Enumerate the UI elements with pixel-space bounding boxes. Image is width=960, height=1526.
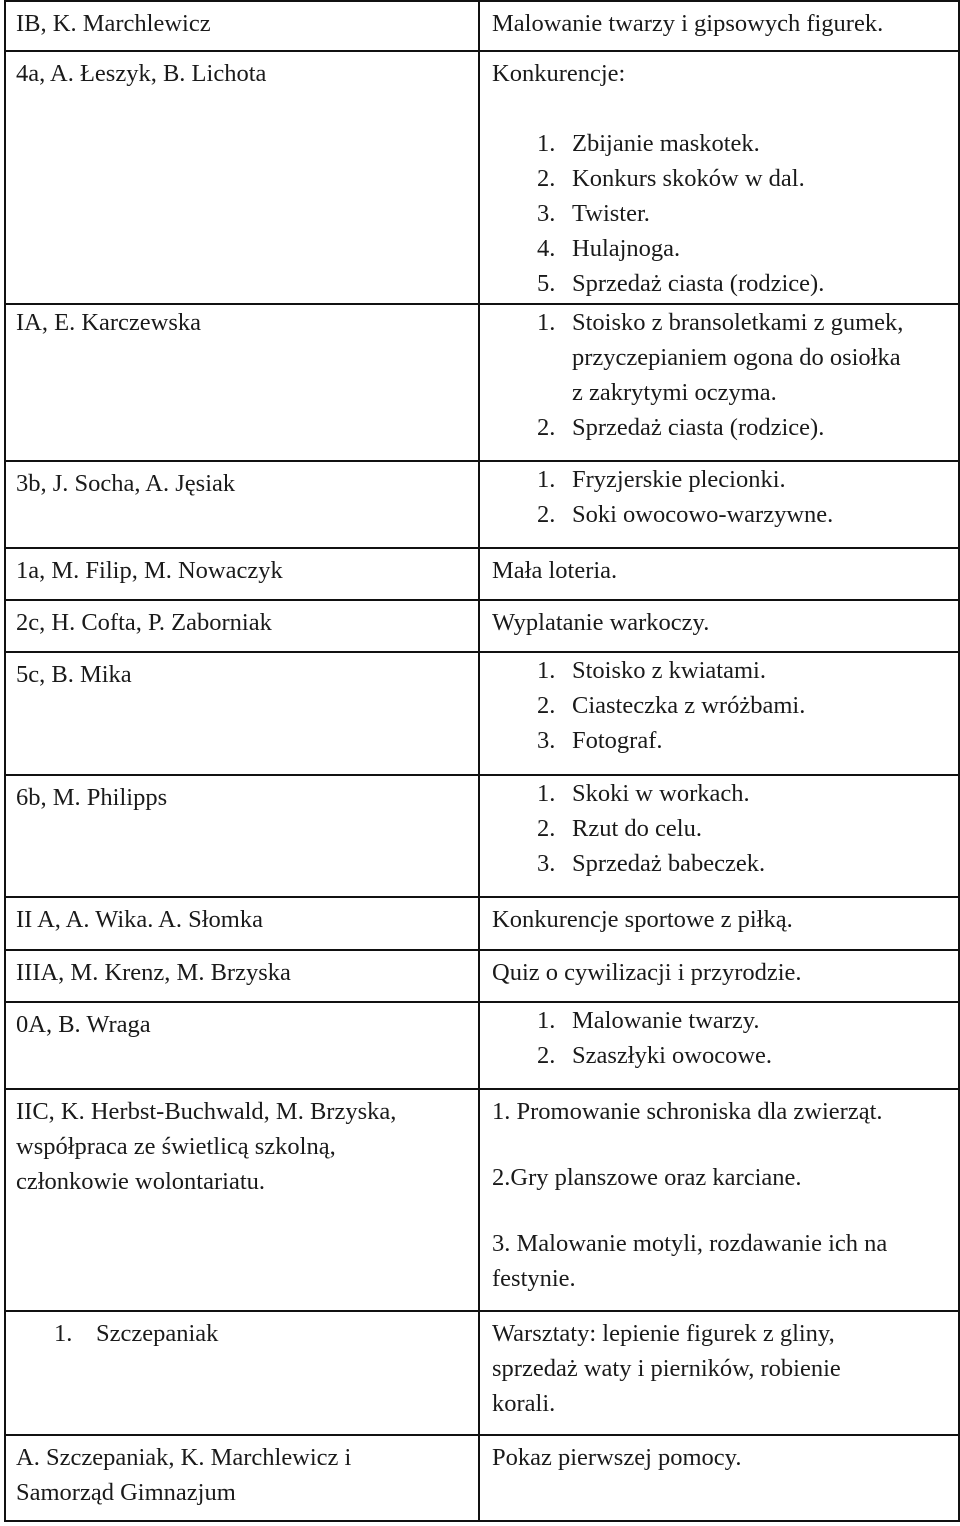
organizer-cell: IIIA, M. Krenz, M. Brzyska	[5, 950, 479, 1002]
list-item: 1. Skoki w workach.	[537, 780, 750, 807]
organizer-cell: A. Szczepaniak, K. Marchlewicz i Samorząd Gimnazjum	[5, 1435, 479, 1521]
activity-cell: Konkurencje: 1. Zbijanie maskotek. 2. Konkurs skoków w dal. 3. Twister. 4. Hulajnoga. 5. Sprzedaż ciasta (rodzice).	[479, 51, 959, 304]
activity-cell: Mała loteria.	[479, 548, 959, 600]
activity-list	[492, 126, 948, 301]
activity-cell: Malowanie twarzy i gipsowych figurek.	[479, 1, 959, 51]
organizer-cell: IA, E. Karczewska	[5, 304, 479, 461]
organizer-cell: 2c, H. Cofta, P. Zaborniak	[5, 600, 479, 652]
activity-list	[492, 653, 948, 758]
activities-table	[4, 0, 960, 1522]
list-item: 2. Szaszłyki owocowe.	[537, 1042, 773, 1069]
table-row	[5, 461, 959, 548]
organizer-cell: 5c, B. Mika	[5, 652, 479, 775]
organizer-cell: IIC, K. Herbst-Buchwald, M. Brzyska, współpraca ze świetlicą szkolną, członkowie wolontariatu.	[5, 1089, 479, 1311]
activity-list	[492, 776, 948, 881]
organizer-cell: IB, K. Marchlewicz	[5, 1, 479, 51]
activity-cell	[479, 775, 959, 897]
table-row	[5, 304, 959, 461]
table-row	[5, 51, 959, 304]
list-item-continuation: przyczepianiem ogona do osiołka	[572, 344, 901, 371]
organizer-cell: 6b, M. Philipps	[5, 775, 479, 897]
organizer-cell: 3b, J. Socha, A. Jęsiak	[5, 461, 479, 548]
list-item: 4. Hulajnoga.	[537, 235, 681, 262]
activity-cell	[479, 461, 959, 548]
list-item: 1. Zbijanie maskotek.	[537, 130, 760, 157]
organizer-cell: 0A, B. Wraga	[5, 1002, 479, 1089]
activity-cell: Konkurencje sportowe z piłką.	[479, 897, 959, 950]
table-row	[5, 1, 959, 51]
table-row	[5, 1311, 959, 1435]
list-item: 5. Sprzedaż ciasta (rodzice).	[537, 270, 825, 297]
list-item: 3. Twister.	[537, 200, 650, 227]
list-item: 3. Fotograf.	[537, 727, 663, 754]
activity-cell	[479, 652, 959, 775]
activity-list	[492, 462, 948, 532]
table-row	[5, 652, 959, 775]
activity-paragraph: 2.Gry planszowe oraz karciane.	[492, 1164, 802, 1191]
table-row	[5, 897, 959, 950]
table-row	[5, 1089, 959, 1311]
activity-cell	[479, 304, 959, 461]
list-item: 1. Stoisko z bransoletkami z gumek,	[537, 309, 904, 336]
list-item: 1. Fryzjerskie plecionki.	[537, 466, 786, 493]
activity-list	[492, 1003, 948, 1073]
table-row	[5, 600, 959, 652]
table-row	[5, 548, 959, 600]
table-row	[5, 1435, 959, 1521]
organizer-cell: 1. Szczepaniak	[5, 1311, 479, 1435]
activity-cell	[479, 1089, 959, 1311]
organizer-cell: II A, A. Wika. A. Słomka	[5, 897, 479, 950]
table-row	[5, 950, 959, 1002]
list-item: 2. Soki owocowo-warzywne.	[537, 501, 834, 528]
list-item: 1. Malowanie twarzy.	[537, 1007, 760, 1034]
activity-cell: Wyplatanie warkoczy.	[479, 600, 959, 652]
table-row	[5, 775, 959, 897]
activity-cell: Quiz o cywilizacji i przyrodzie.	[479, 950, 959, 1002]
activity-cell: Pokaz pierwszej pomocy.	[479, 1435, 959, 1521]
list-item: 1. Stoisko z kwiatami.	[537, 657, 766, 684]
list-item: 2. Konkurs skoków w dal.	[537, 165, 805, 192]
activity-cell: Warsztaty: lepienie figurek z gliny, sprzedaż waty i pierników, robienie korali.	[479, 1311, 959, 1435]
table-row	[5, 1002, 959, 1089]
activity-paragraph: 1. Promowanie schroniska dla zwierząt.	[492, 1098, 883, 1125]
list-item: 3. Sprzedaż babeczek.	[537, 850, 766, 877]
list-item: 2. Rzut do celu.	[537, 815, 702, 842]
list-item: 2. Sprzedaż ciasta (rodzice).	[537, 414, 825, 441]
activity-paragraph: 3. Malowanie motyli, rozdawanie ich na festynie.	[492, 1230, 888, 1292]
organizer-cell: 4a, A. Łeszyk, B. Lichota	[5, 51, 479, 304]
list-item: 2. Ciasteczka z wróżbami.	[537, 692, 806, 719]
organizer-cell: 1a, M. Filip, M. Nowaczyk	[5, 548, 479, 600]
activity-cell	[479, 1002, 959, 1089]
activity-list	[492, 305, 948, 445]
list-item-continuation: z zakrytymi oczyma.	[572, 379, 777, 406]
